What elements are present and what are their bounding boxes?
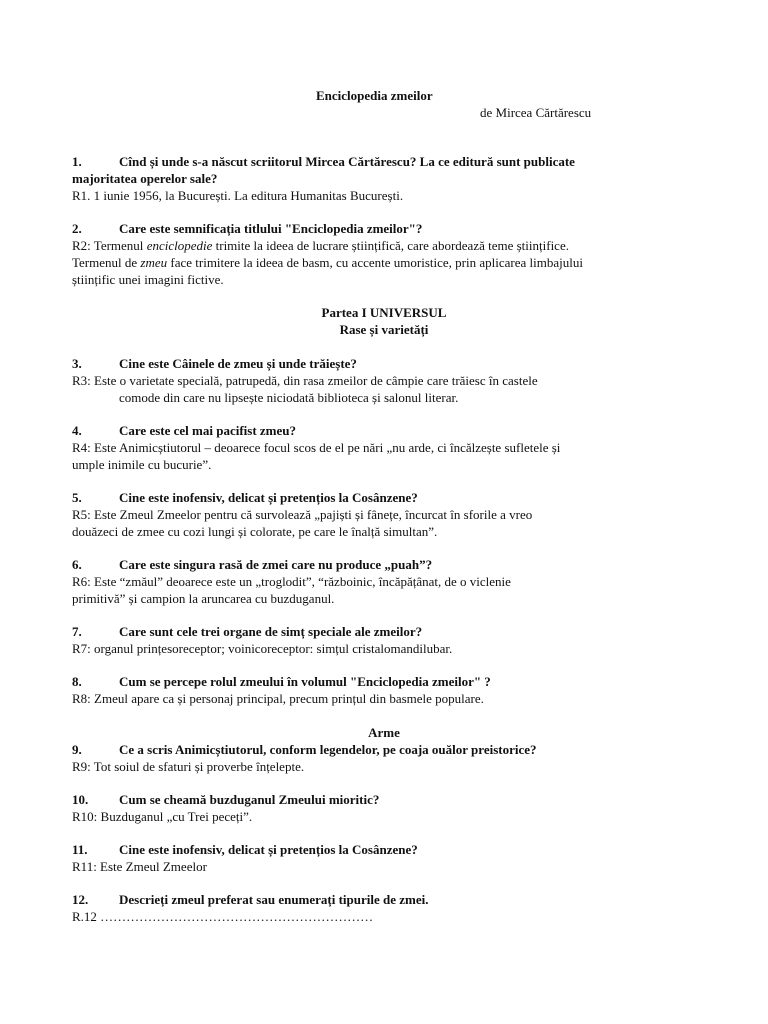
question-number: 7.: [72, 624, 82, 639]
question-number: 12.: [72, 892, 89, 907]
question-number: 6.: [72, 557, 82, 572]
section-title: Arme: [368, 725, 400, 740]
question-text: Care sunt cele trei organe de simț speciale ale zmeilor?: [119, 624, 423, 639]
answer-text: R11: Este Zmeul Zmeelor: [72, 859, 207, 874]
question-number: 8.: [72, 674, 82, 689]
question-number: 9.: [72, 742, 82, 757]
answer-text: douăzeci de zmee cu cozi lungi și colorate, pe care le înalță simultan”.: [72, 524, 438, 539]
answer-text: Termenul de zmeu face trimitere la ideea de basm, cu accente umoristice, prin aplicarea limbajului: [72, 255, 583, 270]
answer-text: primitivă” și campion la aruncarea cu buzduganul.: [72, 591, 335, 606]
answer-text: R5: Este Zmeul Zmeelor pentru că survolează „pajiști și fânețe, încurcat în sforile a vreo: [72, 507, 533, 522]
question-text: Cine este Câinele de zmeu și unde trăiește?: [119, 356, 357, 371]
section-subtitle: Rase și varietăți: [339, 322, 429, 337]
question-number: 1.: [72, 154, 82, 169]
question-text: Cine este inofensiv, delicat și pretențios la Cosânzene?: [119, 842, 418, 857]
answer-text: R10: Buzduganul „cu Trei peceți”.: [72, 809, 253, 824]
question-text: Descrieți zmeul preferat sau enumerați tipurile de zmei.: [119, 892, 429, 907]
answer-text: R2: Termenul enciclopedie trimite la ideea de lucrare științifică, care abordează teme științifice.: [72, 238, 569, 253]
question-number: 4.: [72, 423, 82, 438]
question-text-continued: majoritatea operelor sale?: [72, 171, 218, 186]
answer-text: R.12 ………………………………………………………: [72, 909, 374, 924]
answer-text: R3: Este o varietate specială, patrupedă, din rasa zmeilor de câmpie care trăiesc în castele: [72, 373, 538, 388]
section-title: Partea I UNIVERSUL: [321, 305, 447, 320]
answer-text: umple inimile cu bucurie”.: [72, 457, 212, 472]
question-number: 2.: [72, 221, 82, 236]
answer-text: R1. 1 iunie 1956, la București. La editura Humanitas București.: [72, 188, 404, 203]
question-text: Care este semnificația titlului "Enciclopedia zmeilor"?: [119, 221, 423, 236]
question-text: Care este singura rasă de zmei care nu produce „puah”?: [119, 557, 433, 572]
question-text: Cînd și unde s-a născut scriitorul Mircea Cărtărescu? La ce editură sunt publicate: [119, 154, 575, 169]
answer-text: R7: organul prințesoreceptor; voinicoreceptor: simțul cristalomandilubar.: [72, 641, 453, 656]
question-text: Cine este inofensiv, delicat și pretențios la Cosânzene?: [119, 490, 418, 505]
answer-text: comode din care nu lipsește niciodată biblioteca și salonul literar.: [119, 390, 459, 405]
answer-text: R6: Este “zmăul” deoarece este un „troglodit”, “războinic, încăpățânat, de o viclenie: [72, 574, 511, 589]
answer-text: R8: Zmeul apare ca și personaj principal, precum prințul din basmele populare.: [72, 691, 484, 706]
question-text: Cum se percepe rolul zmeului în volumul "Enciclopedia zmeilor" ?: [119, 674, 491, 689]
question-number: 11.: [72, 842, 88, 857]
question-number: 10.: [72, 792, 89, 807]
answer-text: R4: Este Animicștiutorul – deoarece focul scos de el pe nări „nu arde, ci încălzește sufletele și: [72, 440, 561, 455]
answer-text: R9: Tot soiul de sfaturi și proverbe înțelepte.: [72, 759, 305, 774]
question-text: Care este cel mai pacifist zmeu?: [119, 423, 297, 438]
question-number: 5.: [72, 490, 82, 505]
document-author: de Mircea Cărtărescu: [480, 105, 592, 120]
question-text: Cum se cheamă buzduganul Zmeului mioritic?: [119, 792, 380, 807]
answer-text: științific unei imagini fictive.: [72, 272, 224, 287]
document-title: Enciclopedia zmeilor: [316, 88, 433, 103]
question-text: Ce a scris Animicștiutorul, conform legendelor, pe coaja ouălor preistorice?: [119, 742, 537, 757]
question-number: 3.: [72, 356, 82, 371]
